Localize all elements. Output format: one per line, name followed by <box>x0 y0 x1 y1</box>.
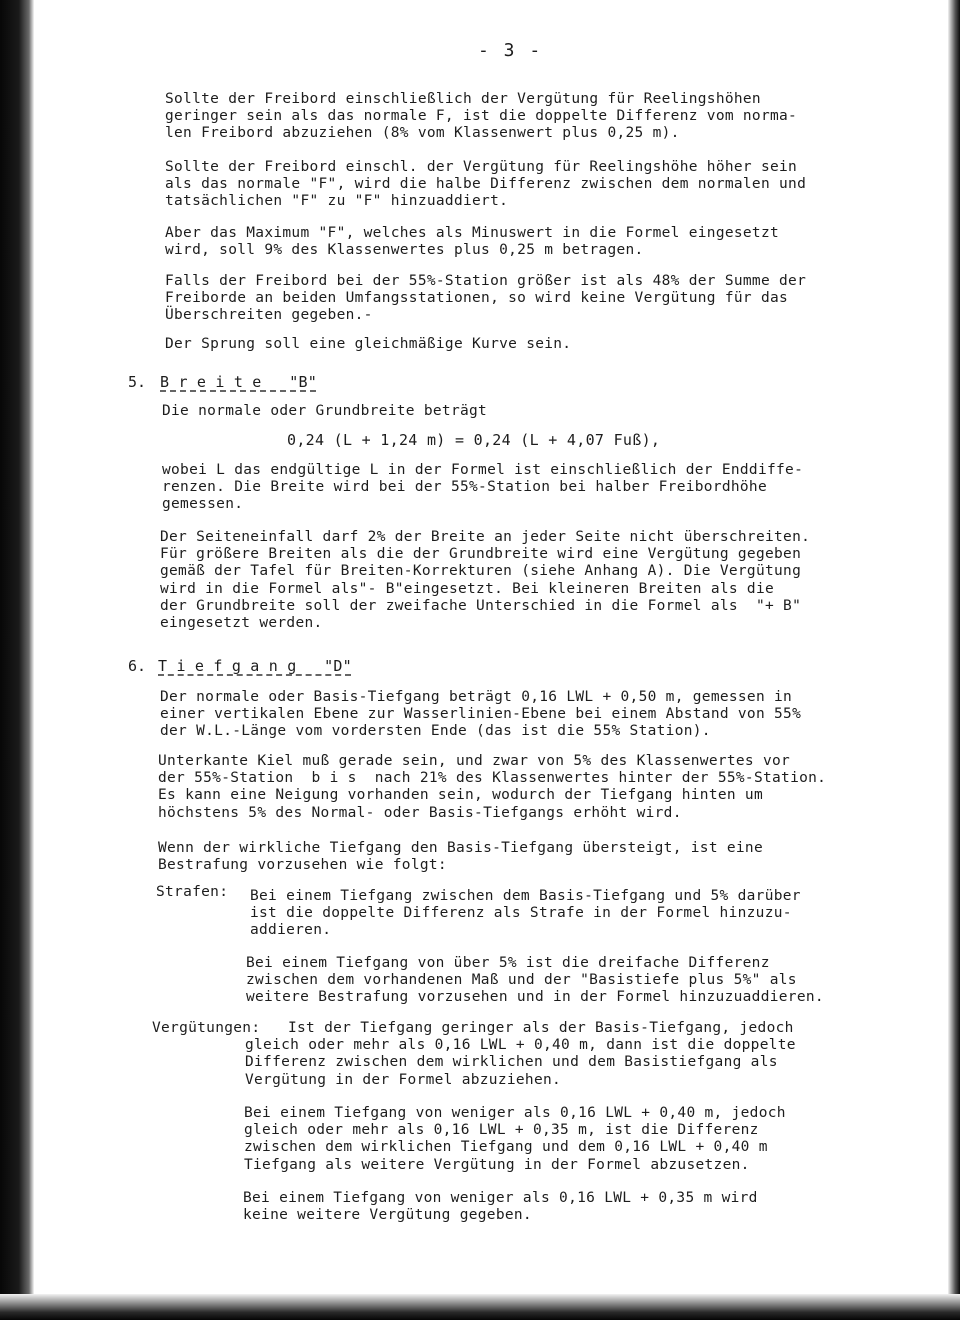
intro-paragraph-4: Falls der Freibord bei der 55%-Station größer ist als 48% der Summe der Freiborde an beiden Umfangsstationen, so wird keine Vergütung für das Überschreiten gegeben.- <box>165 273 807 324</box>
scan-bottom-edge <box>0 1294 960 1320</box>
penalties-paragraph-1: Bei einem Tiefgang zwischen dem Basis-Tiefgang und 5% darüber ist die doppelte Differenz als Strafe in der Formel hinzuzu- addieren. <box>250 888 801 939</box>
section-6-number: 6. <box>128 657 147 675</box>
section-5-paragraph-2: wobei L das endgültige L in der Formel ist einschließlich der Enddiffe- renzen. Die Breite wird bei der 55%-Station bei halber Freibordhöhe gemessen. <box>162 462 804 513</box>
allowances-label: Vergütungen: <box>152 1020 261 1036</box>
section-6-heading: T i e f g a n g "D" <box>158 657 352 675</box>
allowances-paragraph-1: gleich oder mehr als 0,16 LWL + 0,40 m, dann ist die doppelte Differenz zwischen dem wirklichen und dem Basistiefgang als Vergütung in der Formel abzuziehen. <box>245 1037 796 1088</box>
section-5-heading: B r e i t e "B" <box>160 373 317 391</box>
penalties-paragraph-2: Bei einem Tiefgang von über 5% ist die dreifache Differenz zwischen dem vorhandenen Maß und der "Basistiefe plus 5%" als weitere Bestrafung vorzusehen und in der Formel hinzuzuaddieren. <box>246 955 824 1006</box>
section-5-paragraph-3: Der Seiteneinfall darf 2% der Breite an jeder Seite nicht überschreiten. Für größere Breiten als die der Grundbreite wird eine Vergütung gegeben gemäß der Tafel für Breiten-Korrekturen (siehe Anhang A). Die Vergütung wird in die Formel als"- B"eingesetzt. Bei kleineren Breiten als die der Grundbreite soll der zweifache Unterschied in die Formel als "+ B" eingesetzt werden. <box>160 529 811 632</box>
section-5-number: 5. <box>128 373 147 391</box>
intro-paragraph-2: Sollte der Freibord einschl. der Vergütung für Reelingshöhe höher sein als das normale "F", wird die halbe Differenz zwischen dem normalen und tatsächlichen "F" zu "F" hinzuaddiert. <box>165 159 807 210</box>
allowances-paragraph-3: Bei einem Tiefgang von weniger als 0,16 LWL + 0,35 m wird keine weitere Vergütung gegeben. <box>243 1190 758 1224</box>
breadth-formula: 0,24 (L + 1,24 m) = 0,24 (L + 4,07 Fuß), <box>287 431 661 449</box>
section-6-paragraph-2: Unterkante Kiel muß gerade sein, und zwar von 5% des Klassenwertes vor der 55%-Station b i s nach 21% des Klassenwertes hinter der 55%-Station. Es kann eine Neigung vorhanden sein, wodurch der Tiefgang hinten um höchstens 5% des Normal- oder Basis-Tiefgangs erhöht wird. <box>158 753 827 821</box>
intro-paragraph-3: Aber das Maximum "F", welches als Minuswert in die Formel eingesetzt wird, soll 9% des Klassenwertes plus 0,25 m betragen. <box>165 225 780 259</box>
section-5-intro: Die normale oder Grundbreite beträgt <box>162 403 488 419</box>
penalties-label: Strafen: <box>156 884 229 900</box>
scan-right-edge <box>948 0 960 1320</box>
page-number: - 3 - <box>478 40 543 61</box>
intro-paragraph-5: Der Sprung soll eine gleichmäßige Kurve sein. <box>165 336 572 352</box>
section-6-paragraph-3: Wenn der wirkliche Tiefgang den Basis-Tiefgang übersteigt, ist eine Bestrafung vorzusehen wie folgt: <box>158 840 763 874</box>
allowances-paragraph-2: Bei einem Tiefgang von weniger als 0,16 LWL + 0,40 m, jedoch gleich oder mehr als 0,16 LWL + 0,35 m, ist die Differenz zwischen dem wirklichen Tiefgang und dem 0,16 LWL + 0,40 m Tiefgang als weitere Vergütung in der Formel abzusetzen. <box>244 1105 786 1173</box>
section-6-paragraph-1: Der normale oder Basis-Tiefgang beträgt 0,16 LWL + 0,50 m, gemessen in einer vertikalen Ebene zur Wasserlinien-Ebene bei einem Abstand von 55% der W.L.-Länge vom vordersten Ende (das ist die 55% Station). <box>160 689 802 740</box>
scan-spine-shadow <box>0 0 34 1320</box>
allowances-paragraph-1-line-1: Ist der Tiefgang geringer als der Basis-Tiefgang, jedoch <box>288 1020 794 1036</box>
intro-paragraph-1: Sollte der Freibord einschließlich der Vergütung für Reelingshöhen geringer sein als das normale F, ist die doppelte Differenz vom norma- len Freibord abzuziehen (8% vom Klassenwert plus 0,25 m). <box>165 91 798 142</box>
